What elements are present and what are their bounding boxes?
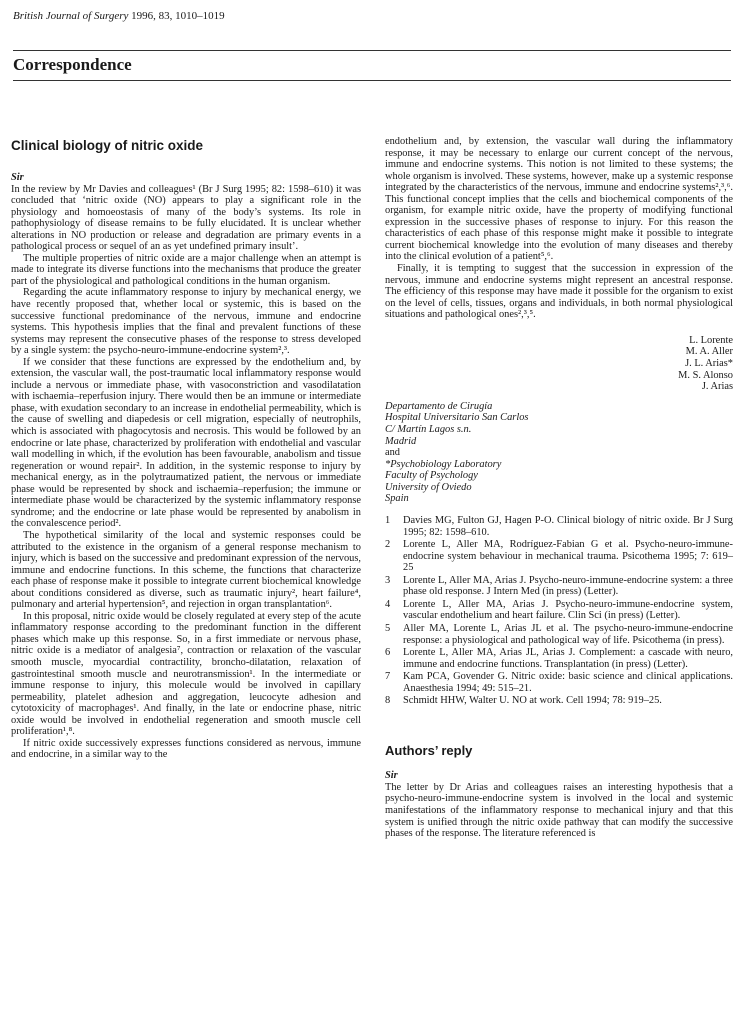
reference-item: [385, 575, 733, 598]
reference-item: [385, 623, 733, 646]
paragraph: The multiple properties of nitric oxide are a major challenge when an attempt is made to integrate its diverse functions into the mechanisms that produce the greater part of the physiological and pathological conditions in the human organism.: [11, 252, 361, 287]
reference-list: [385, 515, 733, 707]
author-name: J. Arias: [701, 381, 733, 393]
author-address: [385, 401, 733, 505]
reference-text: Kam PCA, Govender G. Nitric oxide: basic science and clinical applications. Anaesthesia 1994; 49: 515–21.: [403, 671, 733, 694]
header-rule-top: [13, 50, 731, 51]
address-line: Faculty of Psychology: [385, 470, 478, 482]
reference-text: Aller MA, Lorente L, Arias JL et al. The psycho-neuro-immune-endocrine response: a physiological and pathological way of life. Psicothema (in press).: [403, 622, 733, 646]
address-line: Madrid: [385, 435, 417, 447]
reference-item: [385, 671, 733, 694]
reference-number: 7: [385, 671, 391, 683]
section-title: Correspondence: [13, 55, 132, 74]
paragraph: Regarding the acute inflammatory response to injury by mechanical energy, we have recently proposed that, whether local or systemic, this is based on the successive functional predominance of the nervous, immune and endocrine systems. This hypothesis implies that the final and prevalent functions of these systems may represent the consecutive phases of the response to stress developed by a single system: the psycho-neuro-immune-endocrine system²,³.: [11, 287, 361, 357]
journal-name: British Journal of Surgery: [13, 10, 129, 22]
address-line: and: [385, 447, 401, 459]
reference-text: Lorente L, Aller MA, Arias J. Psycho-neuro-immune-endocrine system, vascular endothelium and heart failure. Clin Sci (in press) (Letter).: [403, 598, 733, 622]
author-name: J. L. Arias*: [685, 357, 733, 369]
paragraph: endothelium and, by extension, the vascular wall during the inflammatory response, it may be necessary to enlarge our current concept of the nervous, immune and endocrine systems. This notion is not limited to these systems; the whole organism is involved. These systems, however, make up a systemic response integrated by the characteristics of the nervous, immune and endocrine systems²,³,⁶. This functional concept implies that the cells and biochemical components of the organism, for example nitric oxide, have the property of modifying functional expression in the successive phases of response to injury. For this reason the characteristics of each phase of this response might make it possible to integrate current biochemical knowledge into the evolution of many diseases and thereby into the clinical evolution of a patient⁵,⁶.: [385, 136, 733, 263]
reference-item: [385, 515, 733, 538]
paragraph: The hypothetical similarity of the local and systemic responses could be attributed to the existence in the organism of a general response mechanism to injury, which is based on the successive and predominant expression of the nervous, immune and endocrine functions. In this scheme, the functions that characterize each phase of response make it possible to integrate current biochemical knowledge about conditions considered as diverse, such as traumatic injury², heart failure⁴, pulmonary and arterial hypertension⁵, and rejection in organ transplantation⁶.: [11, 529, 361, 611]
address-line: Hospital Universitario San Carlos: [385, 412, 529, 424]
author-name: M. S. Alonso: [678, 369, 733, 381]
reference-number: 5: [385, 622, 391, 634]
reference-text: Lorente L, Aller MA, Rodríguez-Fabian G et al. Psycho-neuro-immune-endocrine system behaviour in mechanical trauma. Psicothema 1995; 7: 619–25: [403, 539, 733, 574]
letter-title: Clinical biology of nitric oxide: [11, 138, 204, 153]
journal-citation: [13, 10, 225, 22]
author-name: L. Lorente: [689, 334, 733, 346]
paragraph: If we consider that these functions are expressed by the endothelium and, by extension, the vascular wall, the post-traumatic local inflammatory response would include a nervous or immediate phase, with vasoconstriction and vasodilatation with ischaemia–reperfusion injury. There would then be an immune or intermediate phase, with exudation secondary to an increase in endothelial permeability, which is the cause of swelling and diapedesis or cell migration, especially of neutrophils, which is associated with phagocytosis and necrosis. This would be followed by an endocrine or late phase, characterized by proliferation with endothelial and vascular wall modelling in which, if the evolution has been favourable, anabolism and tissue regeneration or wound repair². In addition, in the systemic response to injury by mechanical energy, as in the polytraumatized patient, the nervous or immediate phase would be represented by shock and ischaemia–reperfusion; the immune or intermediate phase would be characterized by the systemic inflammatory response syndrome; and the endocrine or late phase would be represented by anabolism in the convalescence period².: [11, 356, 361, 530]
journal-volume: 1996, 83, 1010–1019: [128, 10, 225, 22]
paragraph: If nitric oxide successively expresses functions considered as nervous, immune and endocrine, in a similar way to the: [11, 737, 361, 761]
author-list: [385, 335, 733, 393]
left-column: [11, 138, 361, 761]
letter-salutation: Sir: [11, 172, 24, 183]
reference-text: Lorente L, Aller MA, Arias J. Psycho-neuro-immune-endocrine system: a three phase old response. J Intern Med (in press) (Letter).: [403, 574, 733, 598]
reference-item: [385, 695, 733, 707]
address-line: Departamento de Cirugía: [385, 400, 493, 412]
address-line: Spain: [385, 493, 409, 505]
paragraph: In this proposal, nitric oxide would be closely regulated at every step of the acute inflammatory response according to the predominant function in the different phases which make up this response. So, in a first immediate or nervous phase, nitric oxide is a mediator of analgesia⁷, contraction or relaxation of the vascular smooth muscle, myocardial contractility, broncho-dilatation, relaxation of gastrointestinal smooth muscle and neurotransmission¹. In the intermediate or immune response to injury, this molecule would be involved in capillary permeability, platelet adhesion and aggregation, leucocyte adhesion and cytotoxicity of macrophages¹. And finally, in the late or endocrine phase, nitric oxide would be involved in endothelial regeneration and smooth muscle cell proliferation¹,⁸.: [11, 610, 361, 738]
reference-text: Davies MG, Fulton GJ, Hagen P-O. Clinical biology of nitric oxide. Br J Surg 1995; 82: 1598–610.: [403, 515, 733, 538]
reference-number: 6: [385, 647, 391, 659]
header-rule-bottom: [13, 80, 731, 81]
address-line: University of Oviedo: [385, 481, 472, 493]
reply-salutation: Sir: [385, 770, 398, 782]
paragraph: In the review by Mr Davies and colleagues¹ (Br J Surg 1995; 82: 1598–610) it was concluded that ‘nitric oxide (NO) appears to play a significant role in the physiology and homoeostasis of many of the body’s systems. Its role in pathophysiology of disease remains to be fully elucidated. It is unclear whether alterations in NO production or release and degradation are primary events in a pathological process or sequel of an as yet undefined primary insult’.: [11, 183, 361, 253]
right-column: [385, 136, 733, 840]
address-line: C/ Martín Lagos s.n.: [385, 423, 472, 435]
reference-item: [385, 599, 733, 622]
reply-paragraph: The letter by Dr Arias and colleagues raises an interesting hypothesis that a psycho-neuro-immune-endocrine system is involved in the local and systemic manifestations of the inflammatory response to mechanical injury and that this system is unified through the nitric oxide pathway that can modify the successive phases of the response. The literature referenced is: [385, 781, 733, 840]
reference-number: 1: [385, 515, 391, 527]
reference-item: [385, 539, 733, 574]
reference-text: Lorente L, Aller MA, Arias JL, Arias J. Complement: a cascade with neuro, immune and endocrine functions. Transplantation (in press) (Letter).: [403, 647, 733, 670]
reference-text: Schmidt HHW, Walter U. NO at work. Cell 1994; 78: 919–25.: [403, 695, 662, 707]
reply-title: Authors’ reply: [385, 742, 473, 758]
reference-number: 2: [385, 539, 391, 551]
address-line: *Psychobiology Laboratory: [385, 458, 502, 470]
author-name: M. A. Aller: [685, 346, 733, 358]
reference-item: [385, 647, 733, 670]
reference-number: 8: [385, 695, 391, 707]
reference-number: 4: [385, 598, 391, 610]
paragraph: Finally, it is tempting to suggest that the succession in expression of the nervous, immune and endocrine systems might represent an ancestral response. The efficiency of this response may have made it possible for the organism to exist on the level of cells, tissues, organs and individuals, in both normal physiological situations and pathological ones²,³,⁵.: [385, 263, 733, 321]
reference-number: 3: [385, 574, 391, 586]
